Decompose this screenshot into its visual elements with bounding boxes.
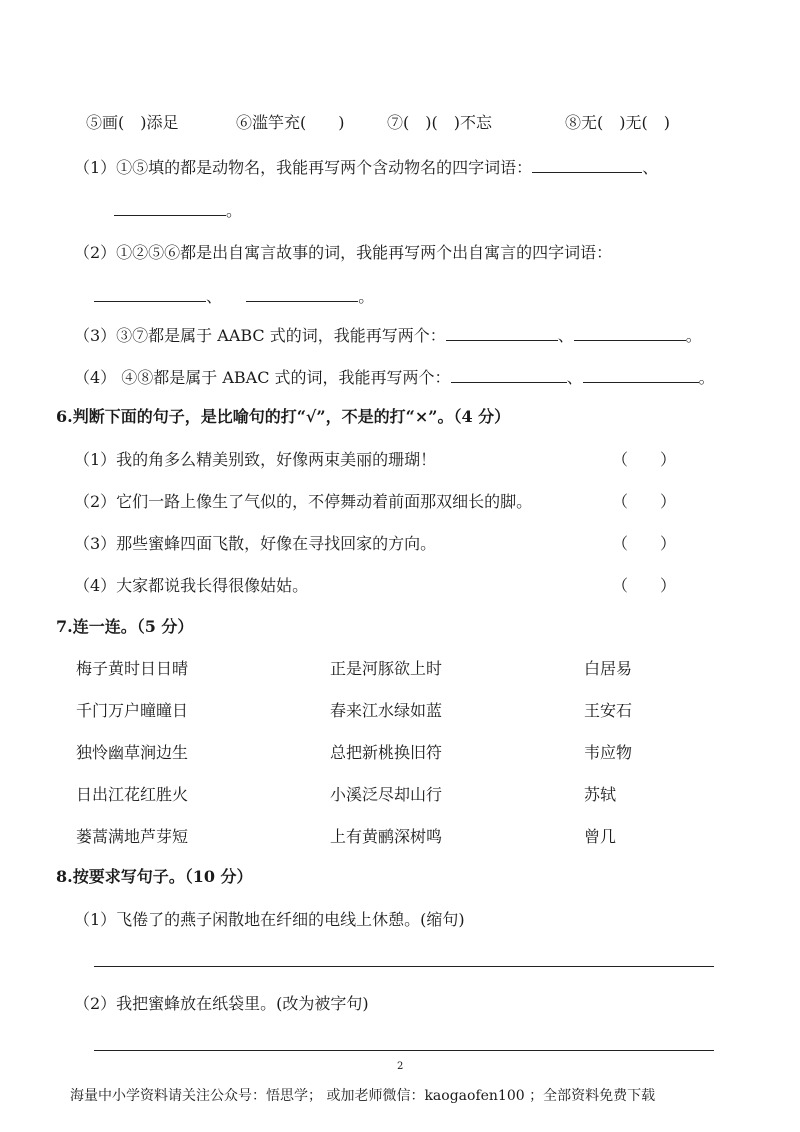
idiom-item-6: ⑥滥竽充( ): [236, 113, 345, 132]
q6-item-3: （3）那些蜜蜂四面飞散，好像在寻找回家的方向。: [74, 534, 437, 553]
q5-sub3-end: 。: [685, 326, 702, 345]
q7-col3-item[interactable]: 王安石: [584, 701, 633, 720]
q6-answer-3[interactable]: （ ）: [612, 534, 677, 553]
idiom-item-7: ⑦( )( )不忘: [387, 113, 492, 132]
idiom-item-8: ⑧无( )无( ): [565, 113, 670, 132]
q5-sub1-blank-b[interactable]: [114, 214, 226, 216]
q5-sub3-blank-b[interactable]: [574, 339, 686, 341]
q8-sub2: （2）我把蜜蜂放在纸袋里。(改为被字句): [74, 994, 369, 1013]
q5-sub4-text: [74, 365, 715, 388]
q5-sub4-blank-a[interactable]: [451, 381, 567, 383]
q6-item-1: （1）我的角多么精美别致，好像两束美丽的珊瑚！: [74, 450, 437, 469]
q5-sub2-end: 。: [358, 287, 375, 306]
q7-col2-item[interactable]: 上有黄鹂深树鸣: [330, 827, 443, 846]
q5-sub2-blank-b[interactable]: [246, 300, 358, 302]
q5-sub1-label: （1）①⑤填的都是动物名，我能再写两个含动物名的四字词语：: [74, 158, 533, 177]
q7-col2-item[interactable]: 小溪泛尽却山行: [330, 785, 443, 804]
q6-item-2: （2）它们一路上像生了气似的，不停舞动着前面那双细长的脚。: [74, 492, 533, 511]
q8-sub1-answer-line[interactable]: [94, 966, 714, 967]
q5-sub1-text: [74, 155, 658, 178]
q7-col3-item[interactable]: 曾几: [584, 827, 617, 846]
q7-col1-item[interactable]: 日出江花红胜火: [76, 785, 189, 804]
idiom-item-5: ⑤画( )添足: [86, 113, 179, 132]
q5-sub4-blank-b[interactable]: [583, 381, 699, 383]
q5-sub3-text: [74, 323, 702, 346]
footer-note: 海量中小学资料请关注公众号：悟思学； 或加老师微信：kaogaofen100 ；全部资料免费下载: [70, 1088, 656, 1104]
q8-sub1: （1）飞倦了的燕子闲散地在纤细的电线上休憩。(缩句): [74, 910, 465, 929]
q8-title: 8.按要求写句子。（10 分）: [56, 867, 253, 886]
q7-col3-item[interactable]: 韦应物: [584, 743, 633, 762]
q5-sub1-blank-a[interactable]: [532, 171, 642, 173]
q5-sub1-end: 。: [226, 201, 243, 220]
q7-col1-item[interactable]: 独怜幽草涧边生: [76, 743, 189, 762]
q7-col2-item[interactable]: 正是河豚欲上时: [330, 659, 443, 678]
q5-sub3-label: （3）③⑦都是属于 AABC 式的词，我能再写两个：: [74, 326, 446, 345]
q5-sub3-sep: 、: [557, 326, 574, 345]
q5-sub4-end: 。: [698, 368, 715, 387]
q5-sub2-sep: 、: [206, 287, 223, 306]
q7-col3-item[interactable]: 白居易: [584, 659, 633, 678]
q5-sub1-line2: [114, 198, 242, 221]
q8-sub2-answer-line[interactable]: [94, 1050, 714, 1051]
q5-sub1-sep: 、: [642, 158, 659, 177]
q7-col-poem-line1: [76, 656, 188, 866]
q5-sub2-line2: [94, 284, 374, 307]
q7-col2-item[interactable]: 总把新桃换旧符: [330, 743, 443, 762]
q6-answer-4[interactable]: （ ）: [612, 576, 677, 595]
q7-col-author: [584, 656, 632, 866]
q6-answer-2[interactable]: （ ）: [612, 492, 677, 511]
q7-col1-item[interactable]: 千门万户曈曈日: [76, 701, 189, 720]
q5-sub3-blank-a[interactable]: [446, 339, 558, 341]
q5-sub4-label: （4） ④⑧都是属于 ABAC 式的词，我能再写两个：: [74, 368, 451, 387]
q5-sub4-sep: 、: [566, 368, 583, 387]
q7-col1-item[interactable]: 蒌蒿满地芦芽短: [76, 827, 189, 846]
q5-sub2-text: （2）①②⑤⑥都是出自寓言故事的词，我能再写两个出自寓言的四字词语：: [74, 243, 613, 262]
q6-item-4: （4）大家都说我长得很像姑姑。: [74, 576, 309, 595]
q6-title: 6.判断下面的句子，是比喻句的打“√”，不是的打“×”。（4 分）: [56, 407, 511, 426]
q7-col3-item[interactable]: 苏轼: [584, 785, 617, 804]
q7-col2-item[interactable]: 春来江水绿如蓝: [330, 701, 443, 720]
q7-col1-item[interactable]: 梅子黄时日日晴: [76, 659, 189, 678]
q7-title: 7.连一连。（5 分）: [56, 617, 194, 636]
q7-col-poem-line2: [330, 656, 442, 866]
page-number: 2: [397, 1061, 404, 1072]
q5-sub2-blank-a[interactable]: [94, 300, 206, 302]
q6-answer-1[interactable]: （ ）: [612, 450, 677, 469]
